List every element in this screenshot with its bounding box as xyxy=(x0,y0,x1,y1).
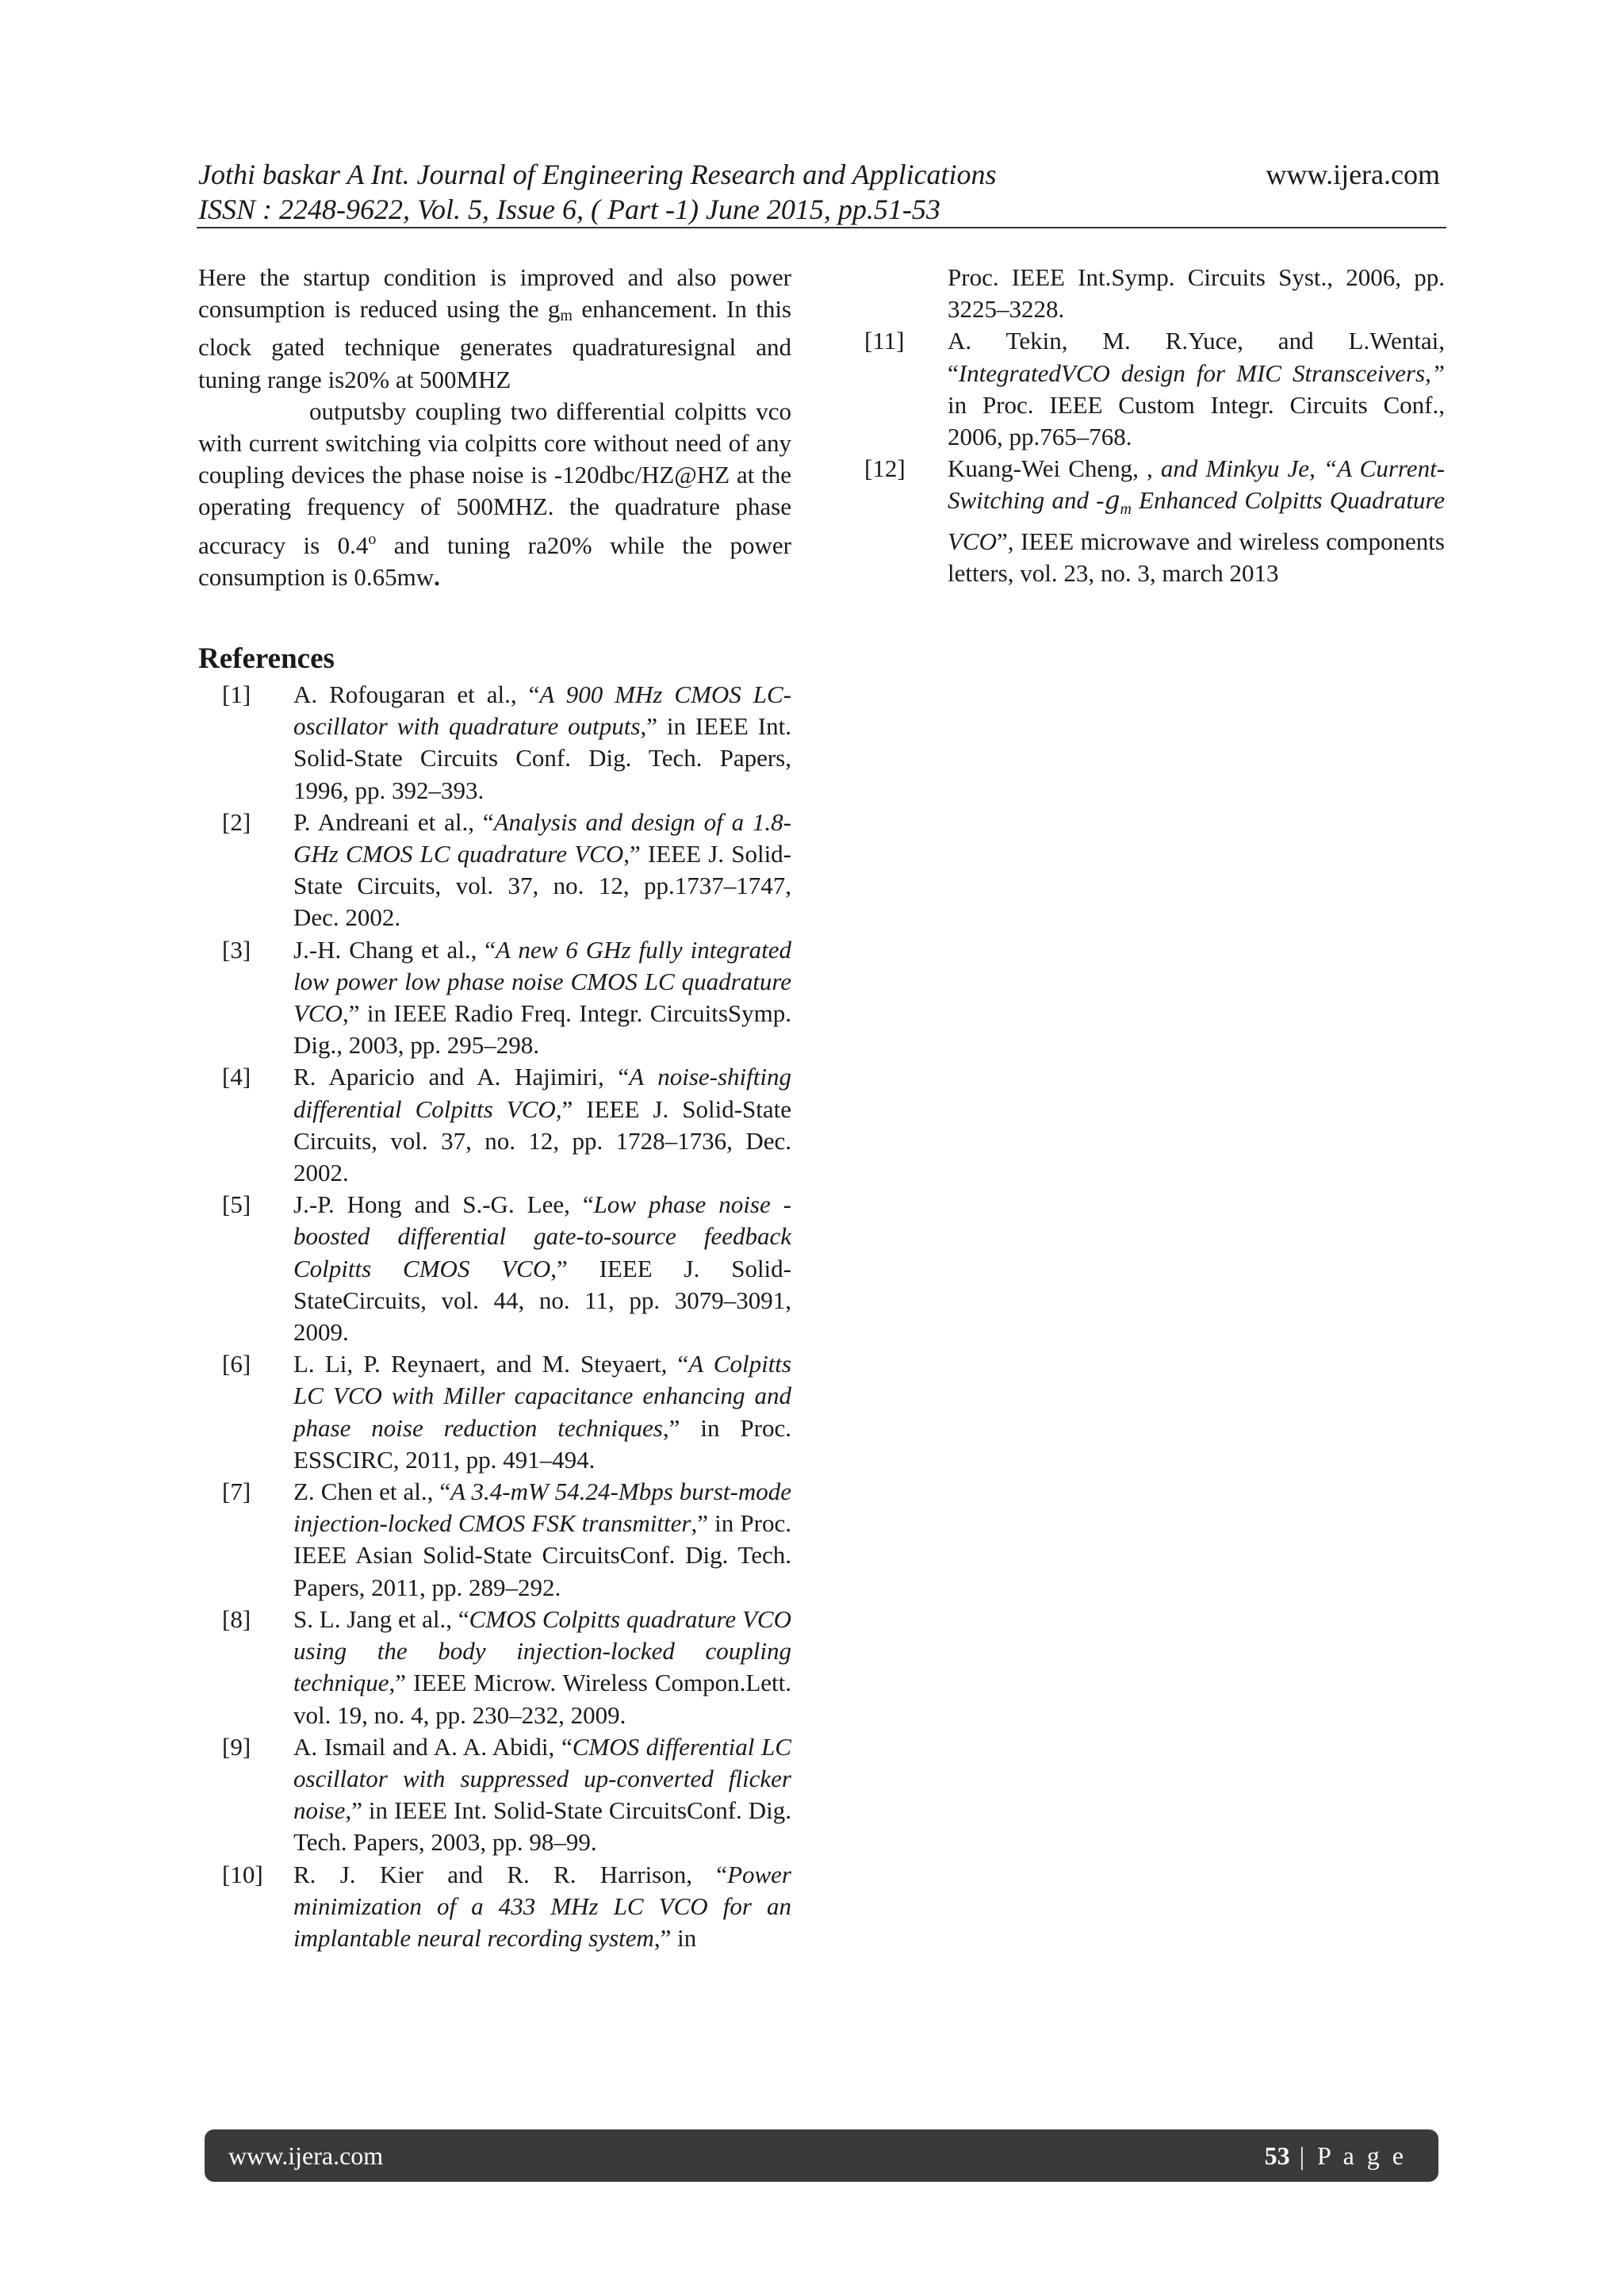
page-number xyxy=(1265,2129,1407,2182)
reference-source: ,” IEEE J. Solid-StateCircuits, vol. 44, no. 11, pp. 3079–3091, 2009. xyxy=(293,1254,791,1347)
reference-text xyxy=(293,934,791,1062)
reference-item xyxy=(198,1476,791,1604)
reference-number: [1] xyxy=(222,680,251,708)
page-footer xyxy=(205,2129,1438,2182)
left-column xyxy=(198,262,791,593)
reference-item xyxy=(198,679,791,807)
reference-source: ,” in IEEE Radio Freq. Integr. CircuitsSymp. Dig., 2003, pp. 295–298. xyxy=(293,999,791,1060)
reference-source: ”, IEEE microwave and wireless components letters, vol. 23, no. 3, march 2013 xyxy=(948,527,1445,588)
reference-authors: R. Aparicio and A. Hajimiri, “ xyxy=(293,1063,630,1091)
reference-title: A 900 MHz CMOS LC-oscillator with quadrature outputs xyxy=(293,680,792,741)
reference-number: [2] xyxy=(222,807,251,836)
footer-website: www.ijera.com xyxy=(228,2141,384,2170)
reference-title: Low phase noise -boosted differential gate-to-source feedback Colpitts CMOS VCO xyxy=(293,1190,791,1282)
reference-number: [11] xyxy=(864,327,905,355)
degree-superscript: o xyxy=(368,530,377,548)
reference-item xyxy=(198,1189,791,1348)
reference-number: [5] xyxy=(222,1190,251,1219)
reference-title: A noise-shifting differential Colpitts VCO, xyxy=(293,1063,791,1123)
reference-text xyxy=(293,1348,791,1476)
reference-title: A 3.4-mW 54.24-Mbps burst-mode injection-locked CMOS FSK transmitter xyxy=(293,1478,791,1538)
header-divider xyxy=(197,227,1446,228)
reference-number: [4] xyxy=(222,1063,251,1091)
reference-source: ,” in IEEE Int. Solid-State CircuitsConf. Dig. Tech. Papers, 2003, pp. 98–99. xyxy=(293,1796,791,1857)
gm-symbol: g xyxy=(1104,486,1120,516)
conclusion-paragraph-2 xyxy=(198,396,791,593)
reference-text xyxy=(293,1189,791,1348)
reference-authors: Z. Chen et al., “ xyxy=(293,1478,451,1506)
reference-authors: S. L. Jang et al., “ xyxy=(293,1604,469,1633)
reference-number: [10] xyxy=(222,1860,263,1888)
reference-number: [7] xyxy=(222,1478,251,1506)
reference-number: [6] xyxy=(222,1350,251,1378)
reference-text xyxy=(293,1061,791,1189)
reference-text xyxy=(948,325,1445,453)
reference-title: A new 6 GHz fully integrated low power low phase noise CMOS LC quadrature VCO xyxy=(293,935,791,1028)
reference-text xyxy=(293,1731,791,1859)
reference-text xyxy=(293,1604,791,1731)
reference-source: ,” in Proc. ESSCIRC, 2011, pp. 491–494. xyxy=(293,1413,791,1474)
right-column xyxy=(864,262,1445,589)
reference-title: CMOS Colpitts quadrature VCO using the body injection-locked coupling technique xyxy=(293,1604,791,1697)
reference-authors: A. Rofougaran et al., “ xyxy=(293,680,540,708)
reference-text xyxy=(948,453,1445,589)
reference-item xyxy=(198,1348,791,1476)
page-label: | P a g e xyxy=(1289,2141,1407,2170)
conclusion-text-c: outputsby coupling two differential colpitts vco with current switching via colpitts core without need of any coupling devices the phase noise is -120dbc/HZ@HZ at the operating frequency of 500MHZ. the quadrature phase accuracy is 0.4 xyxy=(198,397,791,559)
reference-authors-cont: , , and Minkyu Je xyxy=(1132,454,1310,483)
reference-continuation: Proc. IEEE Int.Symp. Circuits Syst., 2006, pp. 3225–3228. xyxy=(948,263,1445,324)
header-website: www.ijera.com xyxy=(1266,159,1440,190)
reference-number: [12] xyxy=(864,454,906,483)
reference-item xyxy=(198,1061,791,1189)
reference-title: Analysis and design of a 1.8-GHz CMOS LC quadrature VCO xyxy=(293,807,792,868)
reference-item xyxy=(198,807,791,934)
reference-source: ,” in IEEE Int. Solid-State Circuits Conf. Dig. Tech. Papers, 1996, pp. 392–393. xyxy=(293,712,791,804)
conclusion-paragraph xyxy=(198,262,791,396)
gm-symbol-subscript: m xyxy=(1120,500,1132,519)
reference-list-left xyxy=(198,679,791,1954)
conclusion-period: . xyxy=(434,562,440,591)
reference-authors: A. Ismail and A. A. Abidi, “ xyxy=(293,1732,573,1761)
reference-title: CMOS differential LC oscillator with suppressed up-converted flicker noise xyxy=(293,1732,791,1825)
conclusion-text-d: and tuning ra20% while the power consumption is 0.65mw xyxy=(198,531,792,591)
reference-source: in Proc. IEEE Custom Integr. Circuits Conf., 2006, pp.765–768. xyxy=(948,390,1445,451)
reference-source: ,” IEEE Microw. Wireless Compon.Lett. vol. 19, no. 4, pp. 230–232, 2009. xyxy=(293,1669,791,1729)
reference-text xyxy=(293,1859,791,1955)
references-heading: References xyxy=(198,642,335,675)
reference-number: [9] xyxy=(222,1732,251,1761)
reference-number: [3] xyxy=(222,935,251,964)
reference-authors: Kuang-Wei Cheng xyxy=(948,454,1133,483)
reference-item xyxy=(198,1604,791,1731)
reference-number: [8] xyxy=(222,1604,251,1633)
reference-authors: L. Li, P. Reynaert, and M. Steyaert, “ xyxy=(293,1350,689,1378)
reference-title-cont: Enhanced Colpitts Quadrature VCO xyxy=(948,486,1445,555)
reference-text xyxy=(293,807,791,934)
reference-item xyxy=(198,1859,791,1955)
reference-source: ,” in Proc. IEEE Asian Solid-State CircuitsConf. Dig. Tech. Papers, 2011, pp. 289–292. xyxy=(293,1509,791,1601)
reference-text xyxy=(293,679,791,807)
page-number-value: 53 xyxy=(1264,2141,1290,2170)
conclusion-text-b: enhancement. In this clock gated technique generates quadraturesignal and tuning range is20% at 500MHZ xyxy=(198,295,791,393)
reference-authors: R. J. Kier and R. R. Harrison, “ xyxy=(293,1860,728,1888)
running-header-journal: Jothi baskar A Int. Journal of Engineering Research and Applications xyxy=(198,159,997,190)
reference-authors: J.-H. Chang et al., “ xyxy=(293,935,496,964)
reference-item xyxy=(864,325,1445,453)
reference-source: ,” in xyxy=(653,1923,697,1952)
running-header-issn: ISSN : 2248-9622, Vol. 5, Issue 6, ( Part -1) June 2015, pp.51-53 xyxy=(198,194,940,225)
reference-authors: P. Andreani et al., “ xyxy=(293,807,494,836)
reference-source: ,” IEEE J. Solid-State Circuits, vol. 37, no. 12, pp.1737–1747, Dec. 2002. xyxy=(293,840,791,932)
reference-item xyxy=(864,453,1445,589)
reference-title: , “A Current-Switching and - xyxy=(948,454,1446,515)
conclusion-text-a: Here the startup condition is improved and also power consumption is reduced using the g xyxy=(198,263,791,324)
reference-item xyxy=(198,1731,791,1859)
reference-title: Power minimization of a 433 MHz LC VCO for an implantable neural recording system xyxy=(293,1860,791,1952)
reference-source: ” IEEE J. Solid-State Circuits, vol. 37, no. 12, pp. 1728–1736, Dec. 2002. xyxy=(293,1094,791,1187)
reference-title: A Colpitts LC VCO with Miller capacitance enhancing and phase noise reduction techniques xyxy=(293,1350,791,1442)
reference-authors: A. Tekin, M. R.Yuce, and L.Wentai, “ xyxy=(948,327,1445,387)
reference-text xyxy=(293,1476,791,1604)
reference-authors: J.-P. Hong and S.-G. Lee, “ xyxy=(293,1190,594,1219)
reference-title: IntegratedVCO design for MIC Stransceivers,” xyxy=(958,358,1445,387)
gm-subscript: m xyxy=(560,307,573,325)
reference-item xyxy=(198,934,791,1062)
